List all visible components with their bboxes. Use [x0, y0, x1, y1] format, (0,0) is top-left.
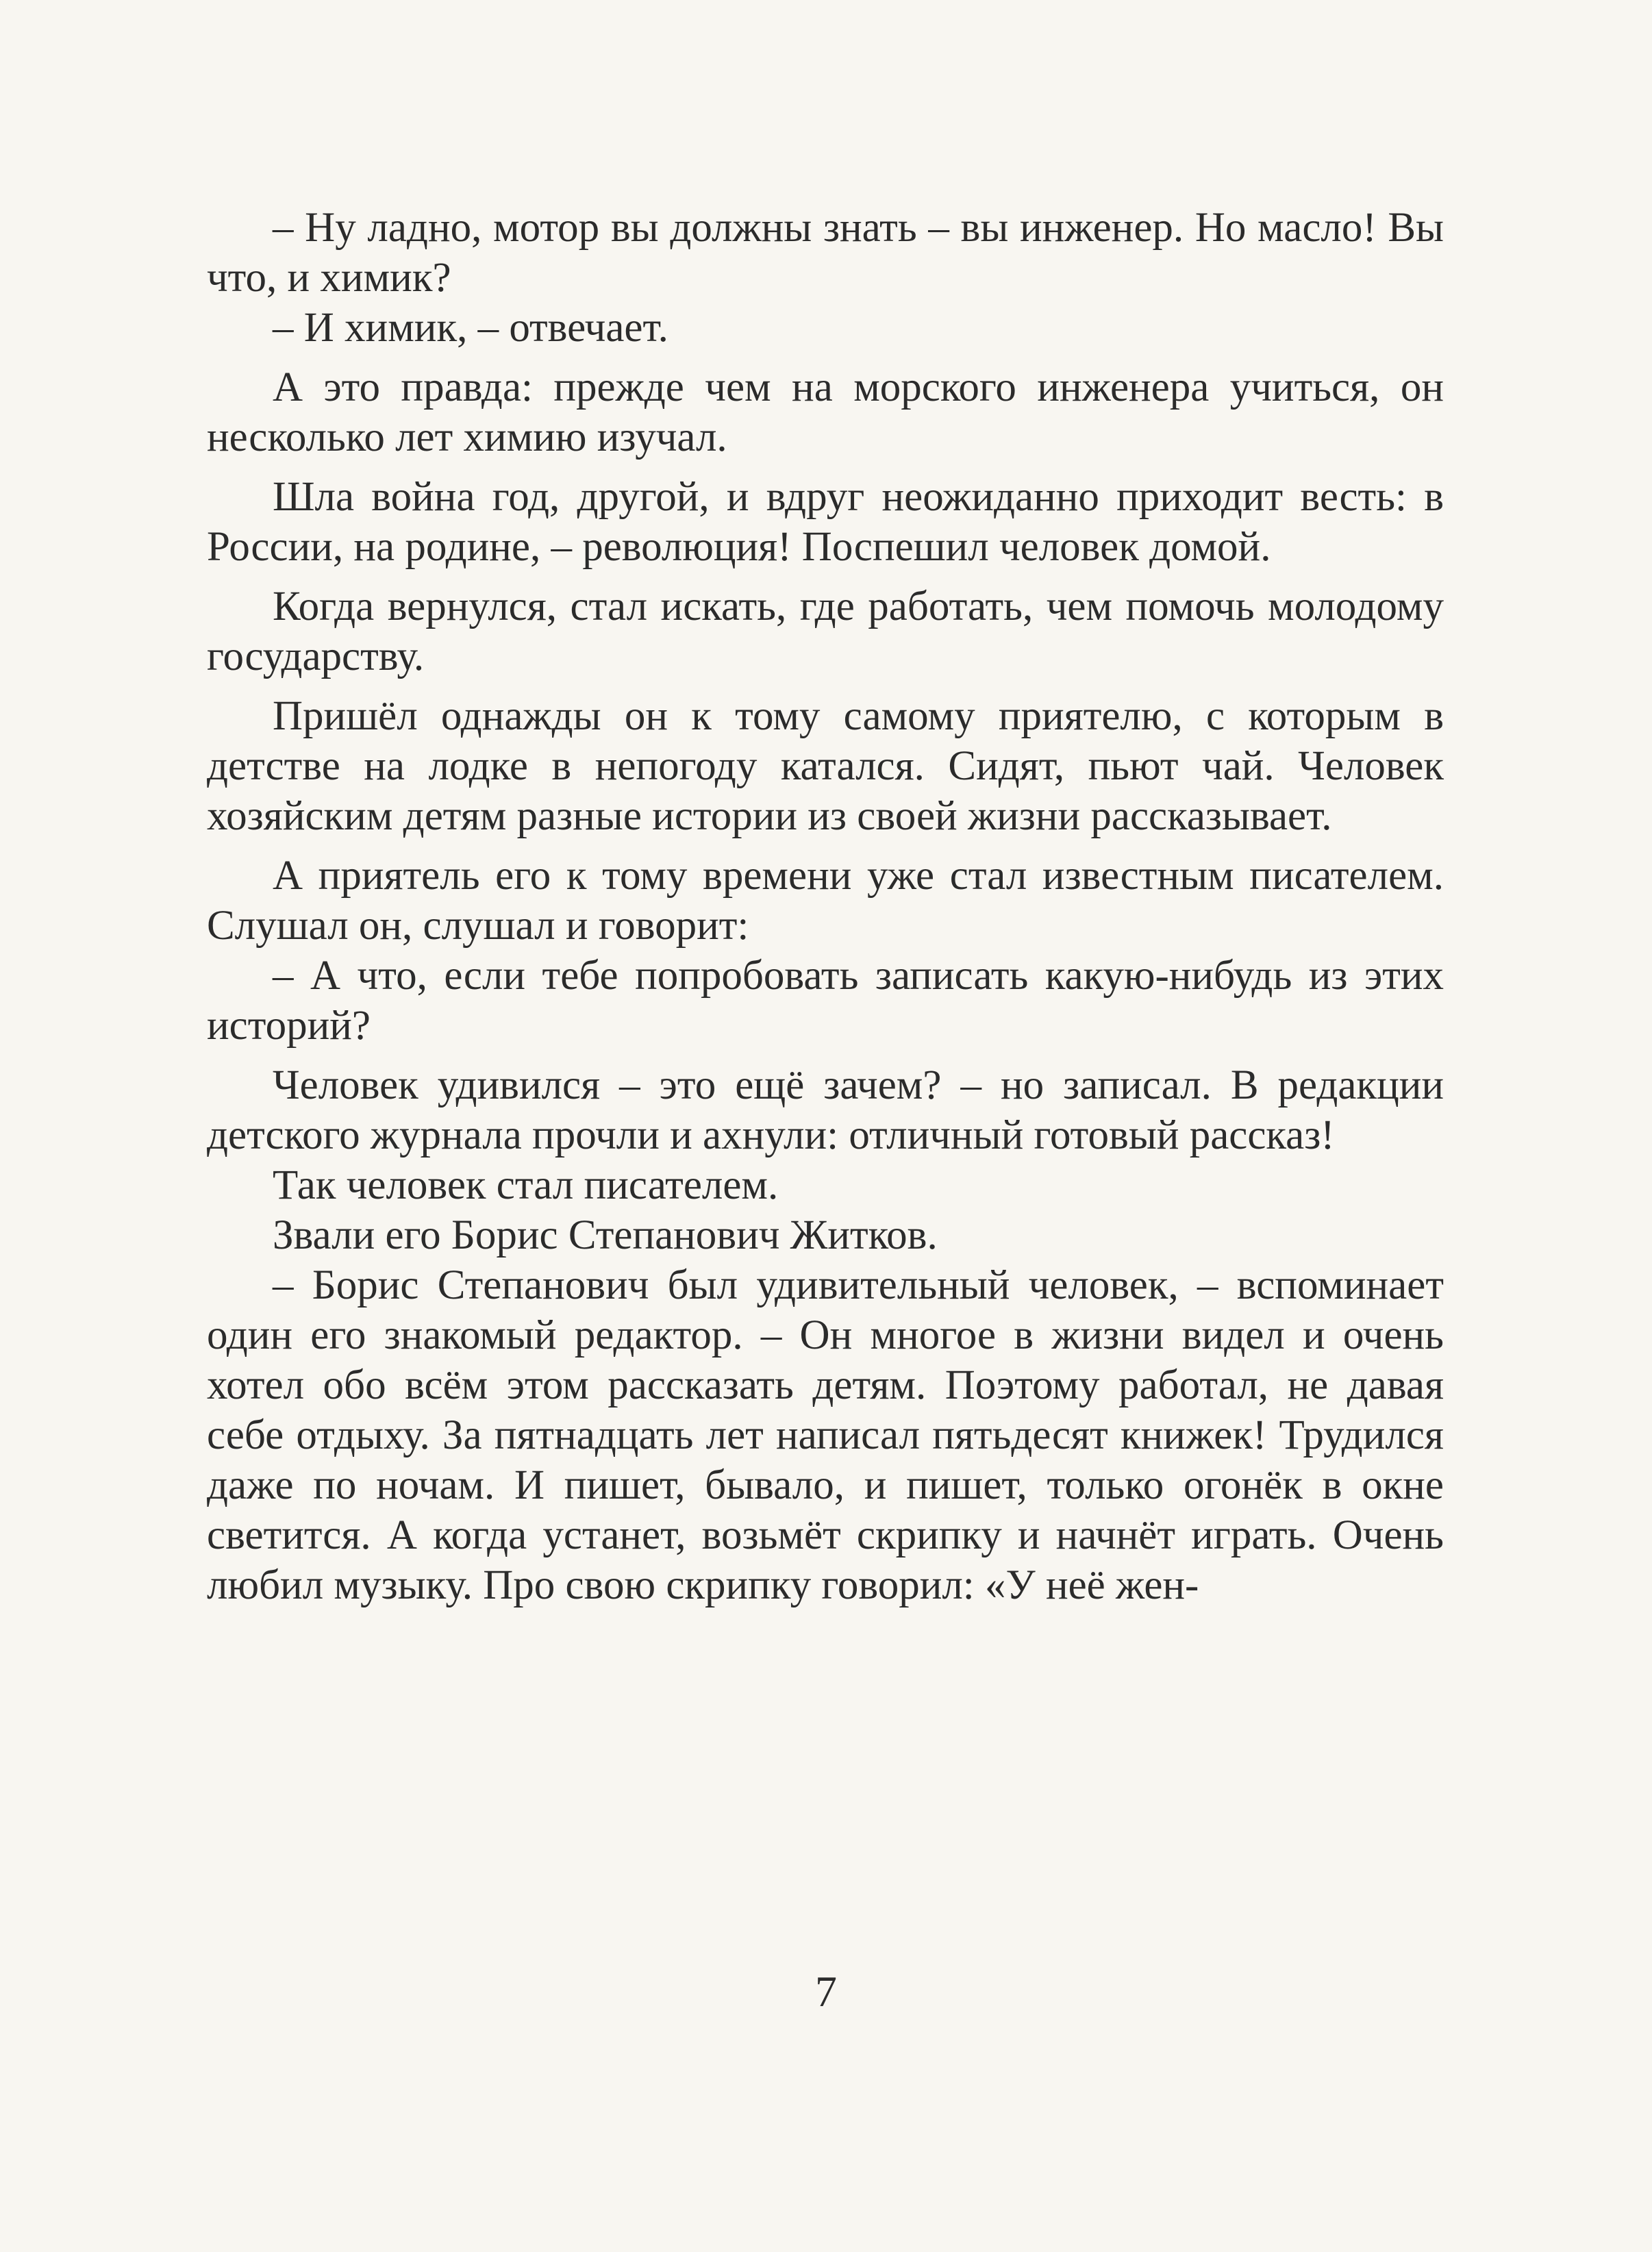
paragraph: А приятель его к тому времени уже стал известным писателем. Слушал он, слушал и говорит: [207, 853, 1444, 949]
paragraph: Когда вернулся, стал искать, где работать, чем помочь молодому государству. [207, 584, 1444, 679]
paragraph: А это правда: прежде чем на морского инженера учиться, он несколько лет химию изучал. [207, 364, 1444, 460]
page-number: 7 [815, 1967, 837, 2016]
paragraph: Звали его Борис Степанович Житков. [273, 1212, 938, 1258]
body-text [207, 203, 1444, 1610]
paragraph: Человек удивился – это ещё зачем? – но записал. В редакции детского журнала прочли и ахнули: отличный готовый рассказ! [207, 1062, 1444, 1158]
paragraph: – И химик, – отвечает. [273, 305, 668, 351]
paragraph: Шла война год, другой, и вдруг неожиданно приходит весть: в России, на родине, – революция! Поспешил человек домой. [207, 474, 1444, 570]
paragraph: Так человек стал писателем. [273, 1162, 779, 1208]
paragraph: – Ну ладно, мотор вы должны знать – вы инженер. Но масло! Вы что, и химик? [207, 205, 1444, 301]
paragraph: – А что, если тебе попробовать записать какую-нибудь из этих историй? [207, 953, 1444, 1049]
paragraph: – Борис Степанович был удивительный человек, – вспоминает один его знакомый редактор. – Он многое в жизни видел и очень хотел обо всём этом рассказать детям. Поэтому работал, не давая себе отдыху. За пятнадцать лет написал пятьдесят книжек! Трудился даже по ночам. И пишет, бывало, и пишет, только огонёк в окне светится. А когда устанет, возьмёт скрипку и начнёт играть. Очень любил музыку. Про свою скрипку говорил: «У неё жен- [207, 1262, 1444, 1608]
paragraph: Пришёл однажды он к тому самому приятелю, с которым в детстве на лодке в непогоду катался. Сидят, пьют чай. Человек хозяйским детям разные истории из своей жизни рассказывает. [207, 693, 1444, 839]
